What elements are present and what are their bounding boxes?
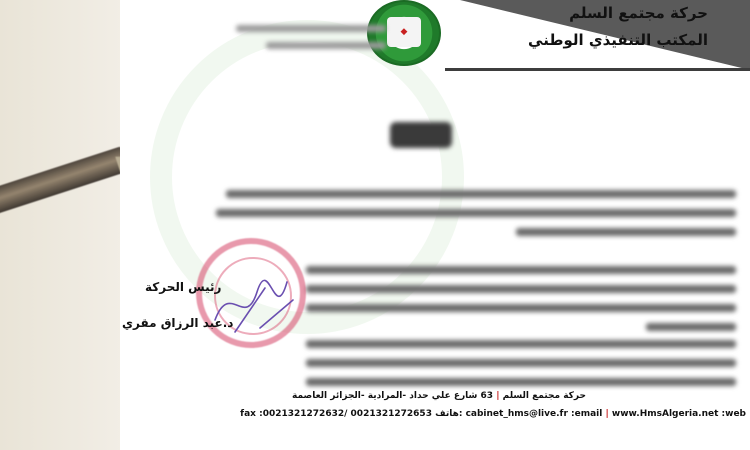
footer-phone: 0021321272653 <box>350 409 432 419</box>
signatory-title: رئيس الحركة <box>145 280 222 294</box>
footer-contacts <box>194 409 746 419</box>
footer-phone-label: هاتف: <box>435 409 463 419</box>
header-rule <box>445 68 750 71</box>
footer-fax: fax :0021321272632/ <box>240 409 348 419</box>
blurred-title <box>390 122 452 148</box>
footer-email: cabinet_hms@live.fr :email <box>465 409 603 419</box>
footer-org: حركة مجتمع السلم <box>502 391 586 401</box>
footer-address-text: 63 شارع علي حداد -المرادية -الجزائر العاصمة <box>292 391 494 401</box>
blurred-paragraph-3 <box>216 336 736 397</box>
blurred-date-block <box>196 20 386 49</box>
organization-name: حركة مجتمع السلم <box>569 4 708 22</box>
signatory-name: د.عبد الرزاق مقري <box>122 316 234 330</box>
footer-separator-2: | <box>605 409 609 419</box>
footer-address <box>214 391 664 401</box>
footer-separator: | <box>496 391 500 401</box>
logo-emblem-icon: ◆ <box>387 17 421 47</box>
footer-website: www.HmsAlgeria.net :web <box>611 409 746 419</box>
office-name: المكتب التنفيذي الوطني <box>528 31 708 49</box>
blurred-paragraph-1 <box>216 186 736 247</box>
